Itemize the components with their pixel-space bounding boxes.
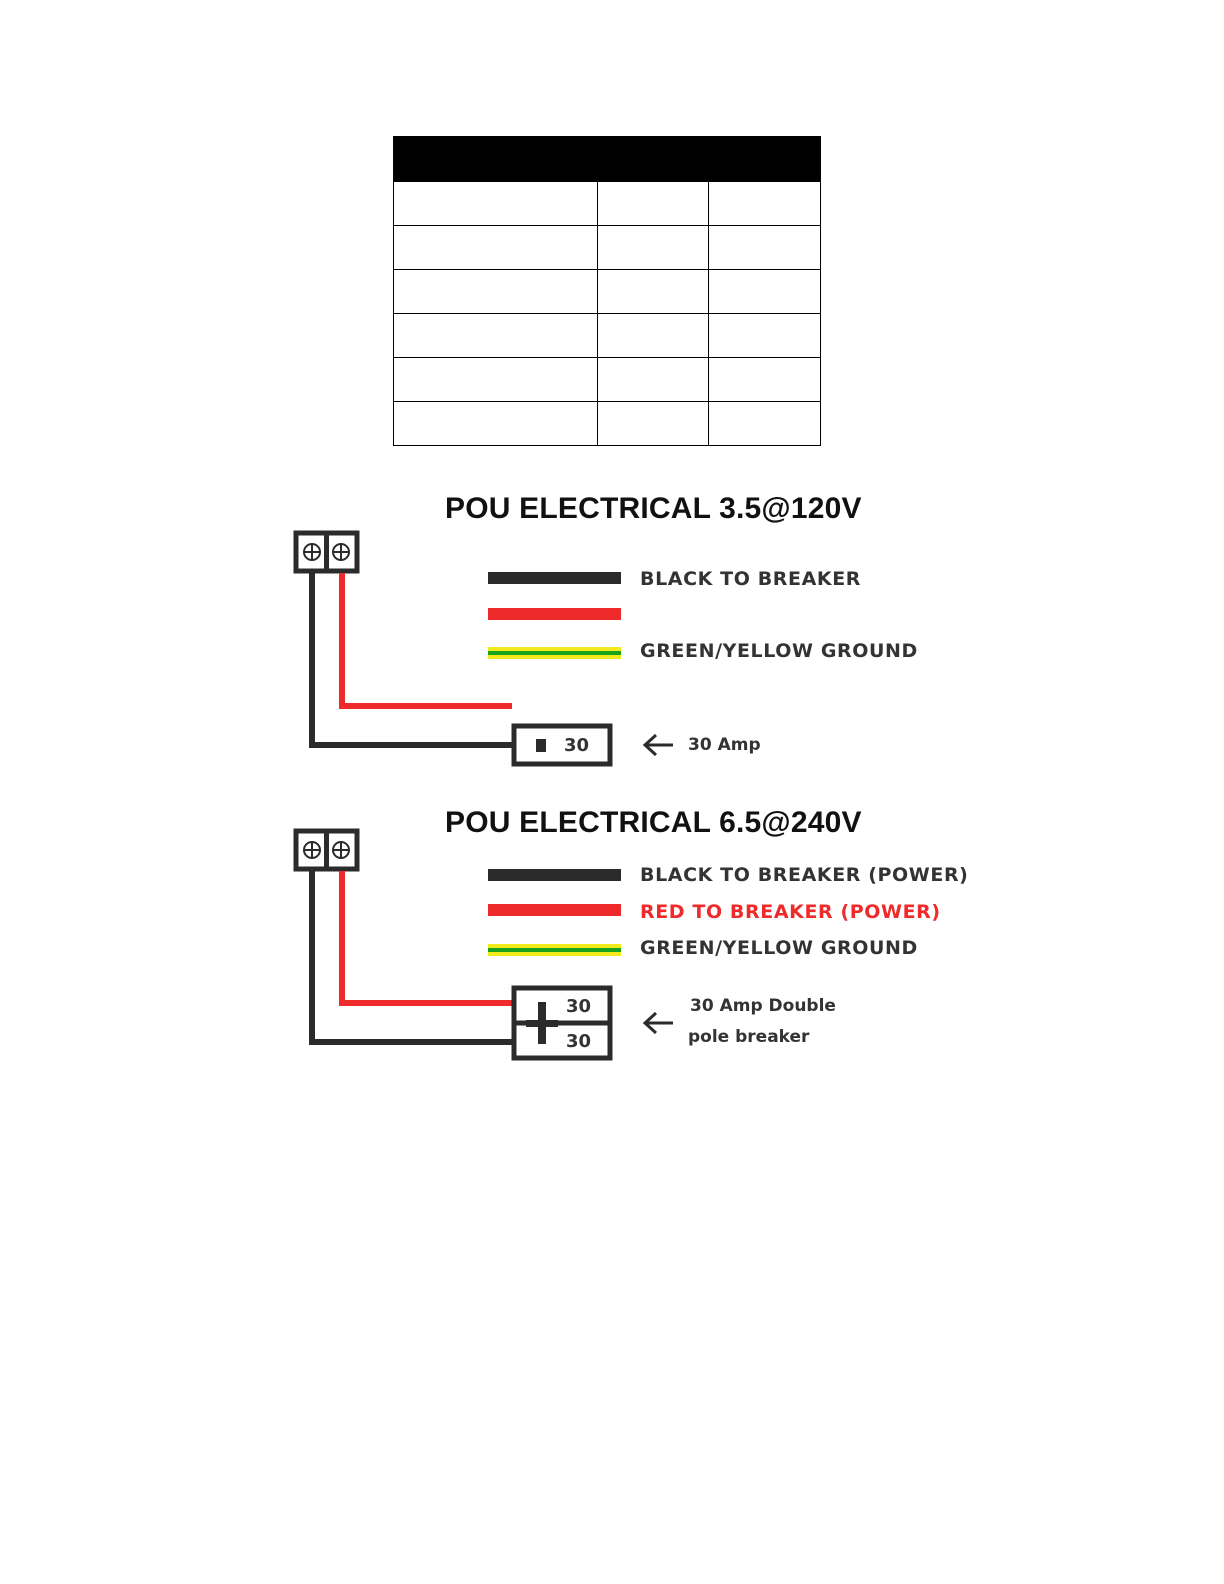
table-cell: [394, 358, 598, 402]
table-row: [394, 182, 821, 226]
legend-red-swatch: [488, 904, 621, 916]
legend-black-swatch: [488, 869, 621, 881]
table-row: [394, 226, 821, 270]
table-row: [394, 402, 821, 446]
table-cell: [709, 182, 821, 226]
table-cell: [394, 402, 598, 446]
legend-red-label: RED TO BREAKER (POWER): [640, 901, 941, 923]
terminal-block-icon: [296, 533, 357, 571]
table-cell: [598, 226, 709, 270]
arrow-note-line2: pole breaker: [688, 1027, 810, 1047]
spec-table: [393, 136, 821, 446]
breaker-icon: [514, 726, 610, 764]
legend-ground-label: GREEN/YELLOW GROUND: [640, 640, 918, 662]
breaker-rating: 30: [564, 735, 590, 756]
table-cell: [709, 358, 821, 402]
legend-black-label: BLACK TO BREAKER: [640, 568, 862, 590]
legend-black-swatch: [488, 572, 621, 584]
wiring-diagram-240v: [0, 806, 1224, 1106]
table-cell: [394, 270, 598, 314]
red-wire: [342, 573, 512, 706]
table-header-row: [394, 137, 821, 182]
legend-red-swatch: [488, 608, 621, 620]
breaker-rating-bottom: 30: [566, 1031, 592, 1052]
table-row: [394, 270, 821, 314]
table-row: [394, 358, 821, 402]
table-row: [394, 314, 821, 358]
diagram-120v: [0, 492, 1224, 792]
diagram-title: POU ELECTRICAL 6.5@240V: [445, 806, 862, 839]
legend-ground-label: GREEN/YELLOW GROUND: [640, 937, 918, 959]
double-pole-breaker-icon: [514, 988, 610, 1058]
arrow-note-line1: 30 Amp Double: [690, 996, 836, 1016]
table-cell: [598, 314, 709, 358]
arrow-note: 30 Amp: [688, 735, 761, 755]
breaker-rating-top: 30: [566, 996, 592, 1017]
table-cell: [598, 358, 709, 402]
legend-black-label: BLACK TO BREAKER (POWER): [640, 864, 969, 886]
table-cell: [709, 314, 821, 358]
table-cell: [598, 270, 709, 314]
table-cell: [598, 402, 709, 446]
arrow-left-icon: [645, 1013, 673, 1033]
diagram-240v: [0, 806, 1224, 1106]
table-cell: [709, 226, 821, 270]
table-cell: [598, 182, 709, 226]
table-cell: [709, 402, 821, 446]
wiring-diagram-120v: [0, 492, 1224, 792]
red-wire: [342, 871, 514, 1003]
table-cell: [709, 270, 821, 314]
arrow-left-icon: [645, 735, 673, 755]
table-header-cell: [394, 137, 821, 182]
table-cell: [394, 182, 598, 226]
table-cell: [394, 226, 598, 270]
legend-ground-swatch: [488, 944, 621, 956]
table-cell: [394, 314, 598, 358]
legend-ground-swatch: [488, 647, 621, 659]
diagram-title: POU ELECTRICAL 3.5@120V: [445, 492, 862, 525]
terminal-block-icon: [296, 831, 357, 869]
